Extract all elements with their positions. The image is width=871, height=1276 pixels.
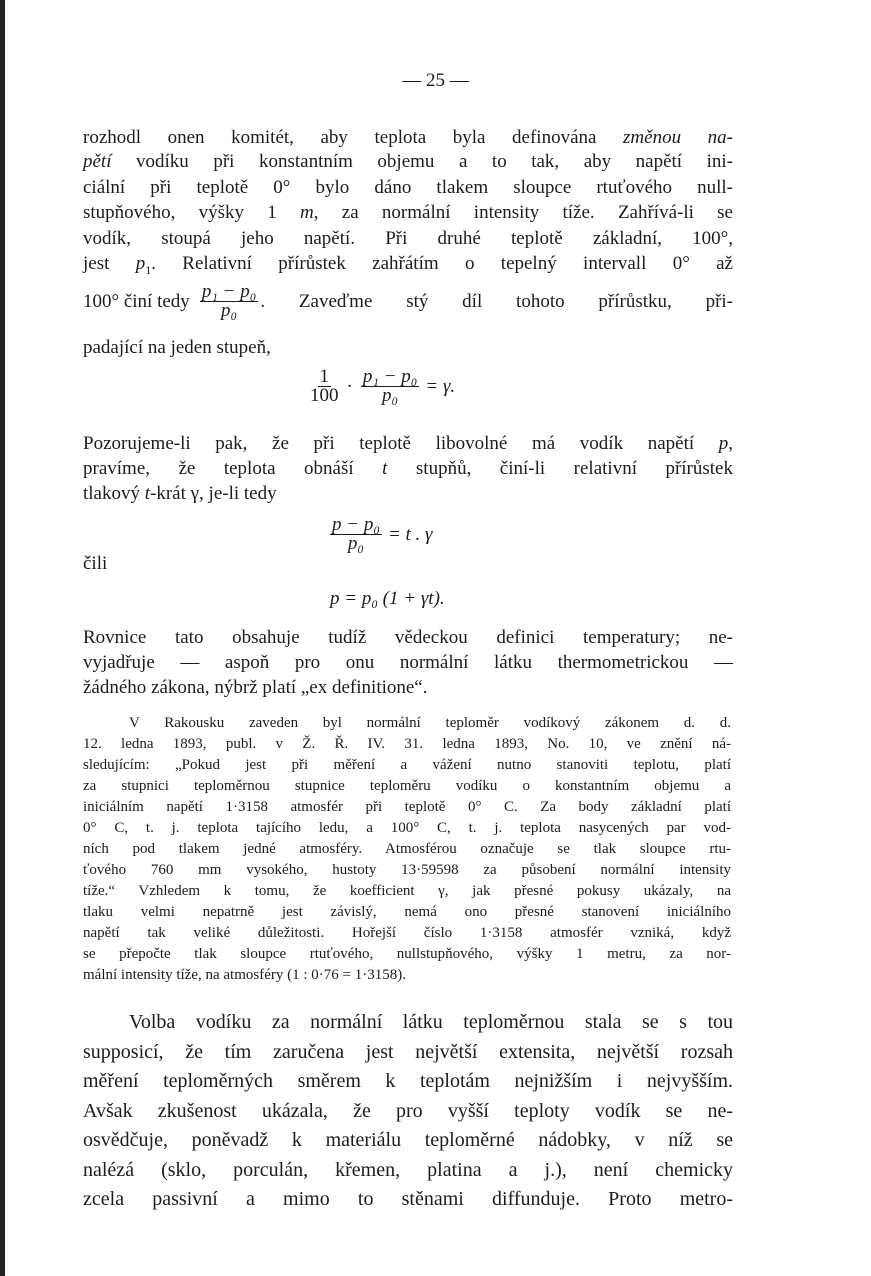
fraction: $\frac{\text{p₁ − p₀}}{\text{p₀}}$: [201, 281, 257, 321]
text-line: žádného zákona, nýbrž platí „ex definitione“.: [83, 677, 428, 698]
text-line: nalézá (sklo, porculán, křemen, platina a j.), není chemicky: [83, 1159, 733, 1181]
footnote-line: 0° C, t. j. teplota tajícího ledu, a 100° C, t. j. teplota nasycených par vod-: [83, 820, 731, 836]
text-line: pětí vodíku při konstantním objemu a to tak, aby napětí ini-: [83, 151, 733, 172]
equation-t-gamma: $\frac{\text{p − p₀}}{\text{p₀}}$ = t . γ: [332, 514, 433, 554]
footnote-line: tlaku velmi nepatrně jest závislý, nemá ono přesné stanovení iniciálního: [83, 904, 731, 920]
text-line: jest $p_1$. Relativní přírůstek zahřátím o tepelný intervall 0° až: [83, 253, 733, 277]
text-line: měření teploměrných směrem k teplotám nejnižším i nejvyšším.: [83, 1070, 733, 1092]
footnote-line: napětí tak veliké důležitosti. Hořejší číslo 1·3158 atmosfér vzniká, když: [83, 925, 731, 941]
footnote-line: ťového 760 mm vysokého, hustoty 13·59598 za působení normální intensity: [83, 862, 731, 878]
text-line: vyjadřuje — aspoň pro onu normální látku thermometrickou —: [83, 652, 733, 673]
text-line: rozhodl onen komitét, aby teplota byla definována změnou na-: [83, 127, 733, 148]
page-number: — 25 —: [402, 70, 469, 91]
footnote-line: se přepočte tlak sloupce rtuťového, nullstupňového, výšky 1 metru, za nor-: [83, 946, 731, 962]
text-line: pravíme, že teplota obnáší t stupňů, činí-li relativní přírůstek: [83, 458, 733, 479]
footnote-line: 12. ledna 1893, publ. v Ž. Ř. IV. 31. ledna 1893, No. 10, ve znění ná-: [83, 736, 731, 752]
fraction: $\frac{\text{p − p₀}}{\text{p₀}}$: [332, 514, 380, 554]
text-line: supposicí, že tím zaručena jest největší extensita, největší rozsah: [83, 1041, 733, 1063]
word-cili: čili: [83, 553, 108, 574]
footnote-line: sledujícím: „Pokud jest při měření a vážení nutno stanoviti teplotu, platí: [83, 757, 731, 773]
text-line: Rovnice tato obsahuje tudíž vědeckou definici temperatury; ne-: [83, 627, 733, 648]
text-line: tlakový t-krát γ, je-li tedy: [83, 483, 277, 504]
text-line: osvědčuje, poněvadž k materiálu teploměrné nádobky, v níž se: [83, 1129, 733, 1151]
text-line: zcela passivní a mimo to stěnami diffunduje. Proto metro-: [83, 1188, 733, 1210]
text-line: stupňového, výšky 1 m, za normální intensity tíže. Zahřívá-li se: [83, 202, 733, 223]
text-line: Pozorujeme-li pak, že při teplotě libovolné má vodík napětí p,: [83, 433, 733, 454]
text-line: Volba vodíku za normální látku teploměrnou stala se s tou: [129, 1011, 733, 1033]
text-line: padající na jeden stupeň,: [83, 337, 271, 358]
footnote-line: V Rakousku zaveden byl normální teploměr vodíkový zákonem d. d.: [129, 715, 731, 731]
equation-gamma: $\frac{1}{100}$ · $\frac{\text{p₁ − p₀}}{\text{p₀}}$ = γ.: [310, 366, 456, 406]
footnote-line: iniciálním napětí 1·3158 atmosfér při teplotě 0° C. Za body základní platí: [83, 799, 731, 815]
footnote-line: tíže.“ Vzhledem k tomu, že koefficient γ, jak přesné pokusy ukázaly, na: [83, 883, 731, 899]
text-line: ciální při teplotě 0° bylo dáno tlakem sloupce rtuťového null-: [83, 177, 733, 198]
footnote-line: ních pod tlakem jedné atmosféry. Atmosférou označuje se tlak sloupce rtu-: [83, 841, 731, 857]
text-line: Avšak zkušenost ukázala, že pro vyšší teploty vodík se ne-: [83, 1100, 733, 1122]
footnote-line: mální intensity tíže, na atmosféry (1 : 0·76 = 1·3158).: [83, 967, 406, 983]
fraction-relative-increase: $\frac{\text{p₁ − p₀}}{\text{p₀}}$: [362, 366, 418, 406]
text-line-with-fraction: 100° činí tedy $\frac{\text{p₁ − p₀}}{\text{p₀}}$ . Zaveďme stý díl tohoto přírůstku, při-: [83, 281, 733, 321]
text-line: vodík, stoupá jeho napětí. Při druhé teplotě základní, 100°,: [83, 228, 733, 249]
footnote-line: za stupnici teploměrnou stupnice teploměru vodíku o konstantním objemu a: [83, 778, 731, 794]
equation-pressure: p = p₀ (1 + γt).: [330, 588, 445, 609]
fraction-one-hundredth: $\frac{1}{100}$: [310, 366, 339, 406]
page-edge-shadow: [0, 0, 5, 1276]
